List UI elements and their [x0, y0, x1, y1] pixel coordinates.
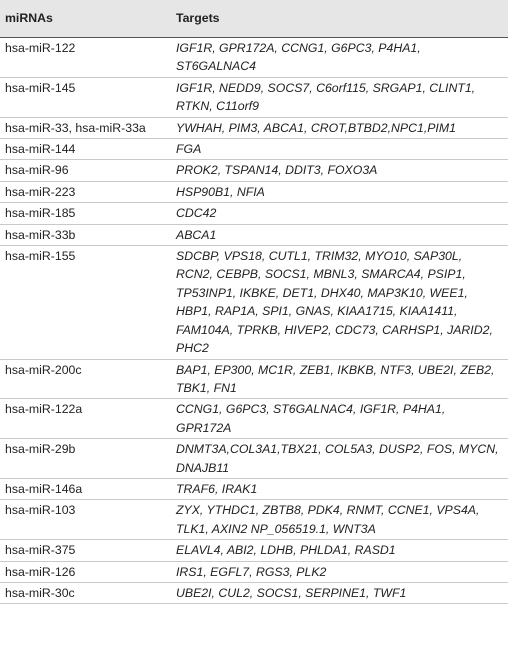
mirna-cell: hsa-miR-145	[5, 80, 76, 95]
targets-cell: SDCBP, VPS18, CUTL1, TRIM32, MYO10, SAP30L, RCN2, CEBPB, SOCS1, MBNL3, SMARCA4, PSIP1, TP53INP1, IKBKE, DET1, DHX40, MAP3K10, WEE1, HBP1, RAP1A, SPI1, GNAS, KIAA1715, KIAA1411, FAM104A, TPRKB, HIVEP2, CDC73, CARHSP1, JARID2, PHC2	[176, 249, 493, 356]
mirna-cell: hsa-miR-185	[5, 206, 76, 221]
table-row	[0, 246, 508, 359]
table-row	[0, 479, 508, 500]
table-row	[0, 118, 508, 139]
targets-cell: UBE2I, CUL2, SOCS1, SERPINE1, TWF1	[176, 585, 407, 600]
mirna-cell: hsa-miR-122a	[5, 402, 83, 417]
targets-cell: DNMT3A,COL3A1,TBX21, COL5A3, DUSP2, FOS, MYCN, DNAJB11	[176, 442, 499, 475]
mirna-cell: hsa-miR-144	[5, 142, 76, 157]
table-row	[0, 540, 508, 561]
targets-cell: ELAVL4, ABI2, LDHB, PHLDA1, RASD1	[176, 543, 396, 558]
table-row	[0, 360, 508, 400]
targets-cell: IGF1R, GPR172A, CCNG1, G6PC3, P4HA1, ST6GALNAC4	[176, 41, 421, 74]
table-row	[0, 78, 508, 118]
mirna-cell: hsa-miR-126	[5, 564, 76, 579]
targets-cell: TRAF6, IRAK1	[176, 481, 258, 496]
table-row	[0, 500, 508, 540]
targets-cell: ZYX, YTHDC1, ZBTB8, PDK4, RNMT, CCNE1, VPS4A, TLK1, AXIN2 NP_056519.1, WNT3A	[176, 503, 480, 536]
mirna-cell: hsa-miR-155	[5, 249, 76, 264]
table-row	[0, 562, 508, 583]
mirna-cell: hsa-miR-146a	[5, 481, 83, 496]
targets-cell: ABCA1	[176, 227, 217, 242]
targets-cell: IGF1R, NEDD9, SOCS7, C6orf115, SRGAP1, CLINT1, RTKN, C11orf9	[176, 80, 476, 114]
mirna-cell: hsa-miR-122	[5, 41, 76, 55]
table-row	[0, 38, 508, 78]
table-row	[0, 182, 508, 203]
header-targets: Targets	[176, 11, 220, 26]
table-header	[0, 0, 508, 38]
mirna-cell: hsa-miR-200c	[5, 362, 82, 377]
mirna-cell: hsa-miR-30c	[5, 585, 75, 600]
header-mirnas: miRNAs	[5, 11, 53, 26]
targets-cell: IRS1, EGFL7, RGS3, PLK2	[176, 564, 327, 579]
table-row	[0, 583, 508, 604]
targets-cell: PROK2, TSPAN14, DDIT3, FOXO3A	[176, 163, 378, 178]
table-row	[0, 203, 508, 224]
table-body	[0, 38, 508, 604]
targets-cell: CCNG1, G6PC3, ST6GALNAC4, IGF1R, P4HA1, GPR172A	[176, 402, 446, 435]
targets-cell: HSP90B1, NFIA	[176, 184, 265, 199]
table-row	[0, 225, 508, 246]
table-row	[0, 160, 508, 181]
targets-cell: BAP1, EP300, MC1R, ZEB1, IKBKB, NTF3, UBE2I, ZEB2, TBK1, FN1	[176, 362, 495, 395]
mirna-cell: hsa-miR-103	[5, 503, 76, 518]
targets-cell: CDC42	[176, 206, 217, 221]
targets-cell: FGA	[176, 142, 202, 157]
mirna-cell: hsa-miR-96	[5, 163, 69, 178]
mirna-cell: hsa-miR-375	[5, 543, 76, 558]
targets-cell: YWHAH, PIM3, ABCA1, CROT,BTBD2,NPC1,PIM1	[176, 120, 456, 135]
table-row	[0, 139, 508, 160]
mirna-cell: hsa-miR-29b	[5, 442, 76, 457]
mirna-cell: hsa-miR-33, hsa-miR-33a	[5, 120, 146, 135]
table-row	[0, 399, 508, 439]
table-row	[0, 439, 508, 479]
mirna-cell: hsa-miR-33b	[5, 227, 76, 242]
mirna-cell: hsa-miR-223	[5, 184, 76, 199]
